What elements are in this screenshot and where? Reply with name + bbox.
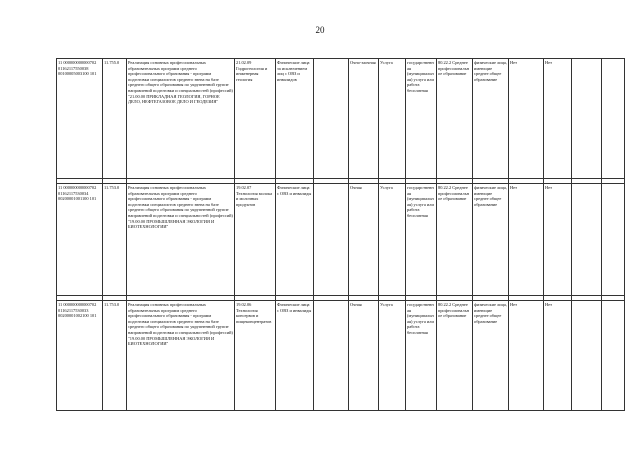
service-name-cell: Реализация основных профессиональных образовательных программ среднего профессионального образования - программ подготовки специалистов среднего звена на базе среднего общего образования по укрупненной группе направлений подготовки и специальностей (профессий) "21.00.00 ПРИКЛАДНАЯ ГЕОЛОГИЯ, ГОРНОЕ ДЕЛО, НЕФТЕГАЗОВОЕ ДЕЛО И ГЕОДЕЗИЯ": [127, 59, 235, 179]
status-cell: государственная (муниципальная) услуга или работа бесплатная: [406, 301, 437, 411]
registry-code-cell: 11 000000000000702 01162117530034 00200001001100 101: [57, 184, 103, 296]
category-cell: Физические лица с ОВЗ и инвалиды: [276, 301, 314, 411]
consumers-cell: физические лица, имеющие среднее общее образование: [473, 184, 509, 296]
category-cell: Физические лица за исключением лиц с ОВЗ и инвалидов: [276, 59, 314, 179]
empty-cell: [602, 301, 625, 411]
okved-cell: 80.22.2 Среднее профессиональное образование: [437, 184, 473, 296]
table-row: [57, 301, 625, 411]
empty-cell: [572, 301, 602, 411]
flag1-cell: Нет: [509, 184, 544, 296]
type-cell: Услуга: [379, 59, 406, 179]
empty-cell: [602, 59, 625, 179]
flag2-cell: Нет: [544, 184, 572, 296]
service-name-cell: Реализация основных профессиональных образовательных программ среднего профессионального образования - программ подготовки специалистов среднего звена на базе среднего общего образования по укрупненной группе направлений подготовки и специальностей (профессий) "19.00.00 ПРОМЫШЛЕННАЯ ЭКОЛОГИЯ И БИОТЕХНОЛОГИИ": [127, 184, 235, 296]
table-row: [57, 184, 625, 296]
empty-cell: [314, 184, 349, 296]
registry-code-cell: 11 000000000000702 01162117530033 00200001002100 101: [57, 301, 103, 411]
flag1-cell: Нет: [509, 301, 544, 411]
code2-cell: 11.753.0: [103, 301, 127, 411]
specialty-cell: 21.02.09 Гидрогеология и инженерная геология: [235, 59, 276, 179]
specialty-cell: 19.02.06 Технология консервов и пищеконцентратов: [235, 301, 276, 411]
flag2-cell: Нет: [544, 59, 572, 179]
empty-cell: [602, 184, 625, 296]
consumers-cell: физические лица, имеющие среднее общее образование: [473, 301, 509, 411]
form-cell: Очная: [349, 184, 379, 296]
consumers-cell: физические лица, имеющие среднее общее образование: [473, 59, 509, 179]
type-cell: Услуга: [379, 184, 406, 296]
empty-cell: [314, 301, 349, 411]
form-cell: Очно-заочная: [349, 59, 379, 179]
empty-cell: [572, 184, 602, 296]
form-cell: Очная: [349, 301, 379, 411]
flag1-cell: Нет: [509, 59, 544, 179]
okved-cell: 80.22.2 Среднее профессиональное образование: [437, 59, 473, 179]
code2-cell: 11.753.0: [103, 184, 127, 296]
service-name-cell: Реализация основных профессиональных образовательных программ среднего профессионального образования - программ подготовки специалистов среднего звена на базе среднего общего образования по укрупненной группе направлений подготовки и специальностей (профессий) "19.00.00 ПРОМЫШЛЕННАЯ ЭКОЛОГИЯ И БИОТЕХНОЛОГИИ": [127, 301, 235, 411]
services-table: [56, 58, 625, 411]
type-cell: Услуга: [379, 301, 406, 411]
code2-cell: 11.755.0: [103, 59, 127, 179]
table-row: [57, 59, 625, 179]
status-cell: государственная (муниципальная) услуга или работа бесплатная: [406, 184, 437, 296]
status-cell: государственная (муниципальная) услуга или работа бесплатная: [406, 59, 437, 179]
page-number: 20: [315, 25, 325, 35]
registry-code-cell: 11 000000000000702 01162117550038 00100005003100 101: [57, 59, 103, 179]
empty-cell: [572, 59, 602, 179]
flag2-cell: Нет: [544, 301, 572, 411]
okved-cell: 80.22.2 Среднее профессиональное образование: [437, 301, 473, 411]
empty-cell: [314, 59, 349, 179]
category-cell: Физические лица с ОВЗ и инвалиды: [276, 184, 314, 296]
specialty-cell: 19.02.07 Технология молока и молочных продуктов: [235, 184, 276, 296]
